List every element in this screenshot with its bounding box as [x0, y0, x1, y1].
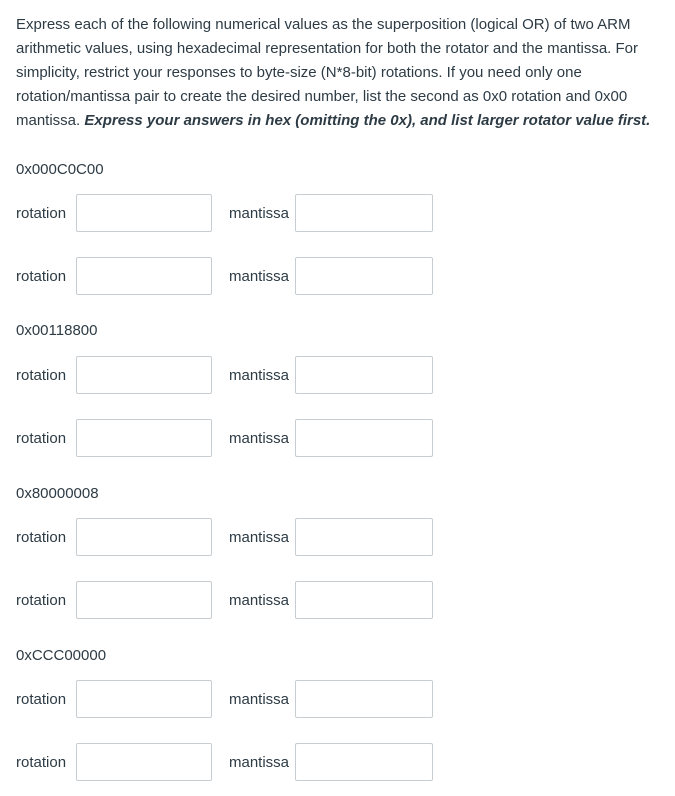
rotation-input[interactable]	[76, 257, 212, 295]
rotation-input[interactable]	[76, 581, 212, 619]
rotation-input[interactable]	[76, 518, 212, 556]
rotation-label: rotation	[16, 592, 67, 609]
answer-row	[16, 518, 436, 558]
answer-row	[16, 680, 436, 720]
question-text	[16, 13, 666, 133]
rotation-label: rotation	[16, 691, 67, 708]
mantissa-label: mantissa	[229, 754, 290, 771]
answer-row	[16, 743, 436, 783]
mantissa-label: mantissa	[229, 529, 290, 546]
rotation-label: rotation	[16, 367, 67, 384]
value-label-4: 0xCCC00000	[16, 647, 107, 664]
question-emphasis: Express your answers in hex (omitting the 0x), and list larger rotator value first.	[84, 112, 651, 129]
answer-row	[16, 257, 436, 297]
rotation-input[interactable]	[76, 743, 212, 781]
question-body: Express each of the following numerical values as the superposition (logical OR) of two ARM arithmetic values, using hexadecimal representation for both the rotator and the mantissa. For simplicity, restrict your responses to byte-size (N*8-bit) rotations. If you need only one rotation/mantissa pair to create the desired number, list the second as 0x0 rotation and 0x00 mantissa.	[16, 16, 638, 129]
answer-row	[16, 581, 436, 621]
rotation-input[interactable]	[76, 680, 212, 718]
mantissa-input[interactable]	[295, 743, 433, 781]
mantissa-label: mantissa	[229, 367, 290, 384]
answer-row	[16, 356, 436, 396]
rotation-label: rotation	[16, 205, 67, 222]
value-label-1: 0x000C0C00	[16, 161, 104, 178]
mantissa-input[interactable]	[295, 356, 433, 394]
mantissa-input[interactable]	[295, 419, 433, 457]
rotation-input[interactable]	[76, 356, 212, 394]
rotation-label: rotation	[16, 268, 67, 285]
rotation-label: rotation	[16, 754, 67, 771]
answer-row	[16, 194, 436, 234]
mantissa-input[interactable]	[295, 257, 433, 295]
mantissa-label: mantissa	[229, 691, 290, 708]
mantissa-label: mantissa	[229, 205, 290, 222]
rotation-label: rotation	[16, 529, 67, 546]
mantissa-label: mantissa	[229, 268, 290, 285]
mantissa-input[interactable]	[295, 194, 433, 232]
mantissa-input[interactable]	[295, 581, 433, 619]
value-label-3: 0x80000008	[16, 485, 99, 502]
rotation-input[interactable]	[76, 194, 212, 232]
answer-row	[16, 419, 436, 459]
rotation-input[interactable]	[76, 419, 212, 457]
rotation-label: rotation	[16, 430, 67, 447]
value-label-2: 0x00118800	[16, 322, 98, 339]
mantissa-label: mantissa	[229, 430, 290, 447]
mantissa-input[interactable]	[295, 680, 433, 718]
mantissa-label: mantissa	[229, 592, 290, 609]
mantissa-input[interactable]	[295, 518, 433, 556]
